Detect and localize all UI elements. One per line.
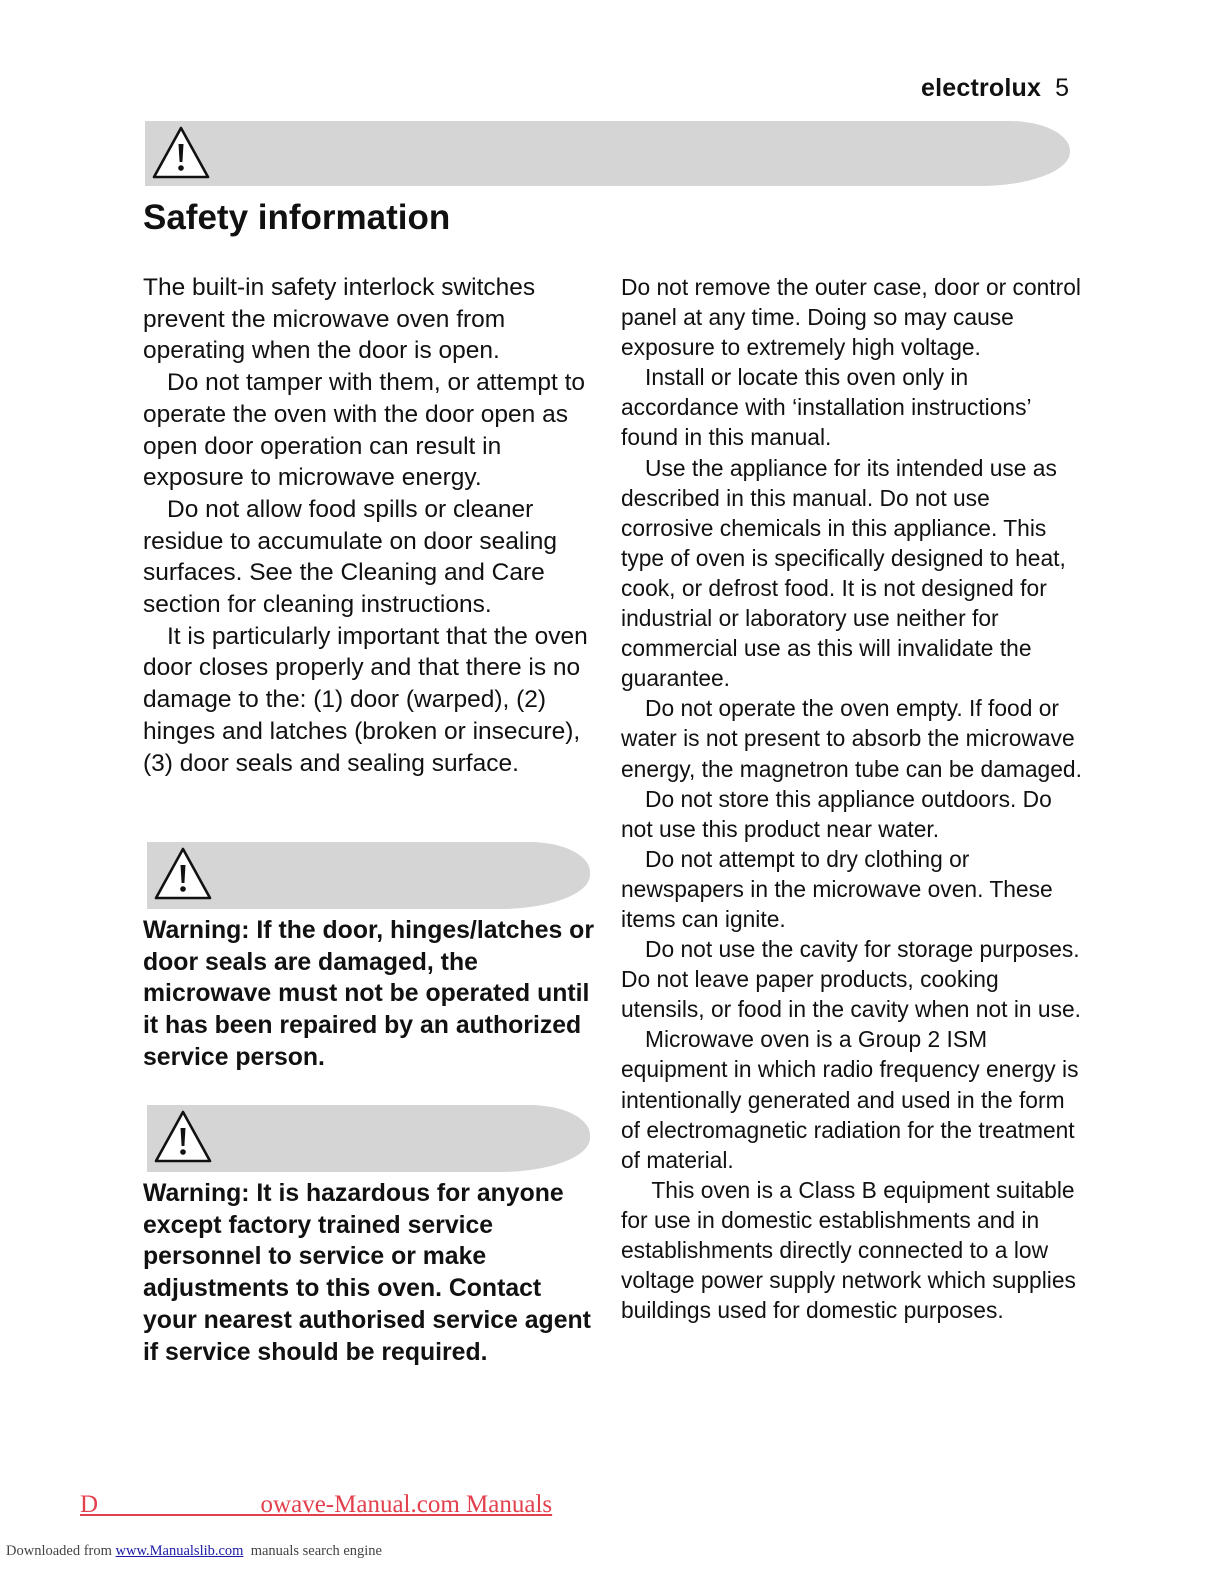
warning-banner: [147, 842, 590, 909]
section-banner: [145, 121, 1070, 186]
warning-banner: [147, 1105, 590, 1172]
paragraph: Install or locate this oven only in accordance with ‘installation instructions’ found in this manual.: [621, 364, 1031, 451]
paragraph: Do not allow food spills or cleaner residue to accumulate on door sealing surfaces. See the Cleaning and Care section for cleaning instructions.: [143, 495, 558, 619]
manualslib-link[interactable]: www.Manualslib.com: [115, 1543, 244, 1559]
warning-text: Warning: If the door, hinges/latches or door seals are damaged, the microwave must not be operated until it has been repaired by an authorized service person.: [143, 917, 594, 1071]
warning-triangle-icon: [152, 845, 214, 903]
page-number: 5: [1055, 74, 1069, 102]
paragraph: Do not operate the oven empty. If food or water is not present to absorb the microwave energy, the magnetron tube can be damaged.: [621, 695, 1082, 782]
warning-triangle-icon: [150, 124, 212, 182]
paragraph: The built-in safety interlock switches prevent the microwave oven from operating when the door is open.: [143, 274, 536, 365]
paragraph: Do not remove the outer case, door or control panel at any time. Doing so may cause exposure to extremely high voltage.: [621, 274, 1081, 361]
footer-suffix: manuals search engine: [243, 1543, 382, 1559]
paragraph: Do not attempt to dry clothing or newspapers in the microwave oven. These items can ignite.: [621, 845, 1053, 932]
right-column: [621, 272, 1083, 1325]
page-title: Safety information: [143, 198, 451, 237]
footer-prefix: Downloaded from: [6, 1543, 116, 1559]
paragraph: Do not store this appliance outdoors. Do not use this product near water.: [621, 785, 1052, 842]
page-header: [921, 74, 1069, 103]
paragraph: Do not tamper with them, or attempt to operate the oven with the door open as open door operation can result in exposure to microwave energy.: [143, 369, 586, 492]
paragraph: This oven is a Class B equipment suitable for use in domestic establishments and in establishments directly connected to a low voltage power supply network which supplies buildings used for domestic purposes.: [621, 1176, 1083, 1324]
brand-name: electrolux: [920, 74, 1042, 102]
paragraph: It is particularly important that the oven door closes properly and that there is no damage to the: (1) door (warped), (2) hinges and latches (broken or insecure), (3) door seals and sealing surface.: [143, 622, 588, 777]
warning-text: Warning: It is hazardous for anyone except factory trained service personnel to service or make adjustments to this oven. Contact your nearest authorised service agent if service should be required.: [143, 1180, 591, 1366]
paragraph: Microwave oven is a Group 2 ISM equipment in which radio frequency energy is intentionally generated and used in the form of electromagnetic radiation for the treatment of material.: [621, 1026, 1079, 1173]
paragraph: Use the appliance for its intended use as described in this manual. Do not use corrosive chemicals in this appliance. This type of oven is specifically designed to heat, cook, or defrost food. It is not designed for industrial or laboratory use neither for commercial use as this will invalidate the guarantee.: [621, 454, 1066, 692]
warning-triangle-icon: [152, 1108, 214, 1166]
watermark-link[interactable]: D owave-Manual.com Manuals: [80, 1491, 553, 1518]
left-column: [143, 272, 595, 779]
paragraph: Do not use the cavity for storage purposes. Do not leave paper products, cooking utensils, or food in the cavity when not in use.: [621, 936, 1082, 1023]
download-footer: [6, 1543, 382, 1560]
